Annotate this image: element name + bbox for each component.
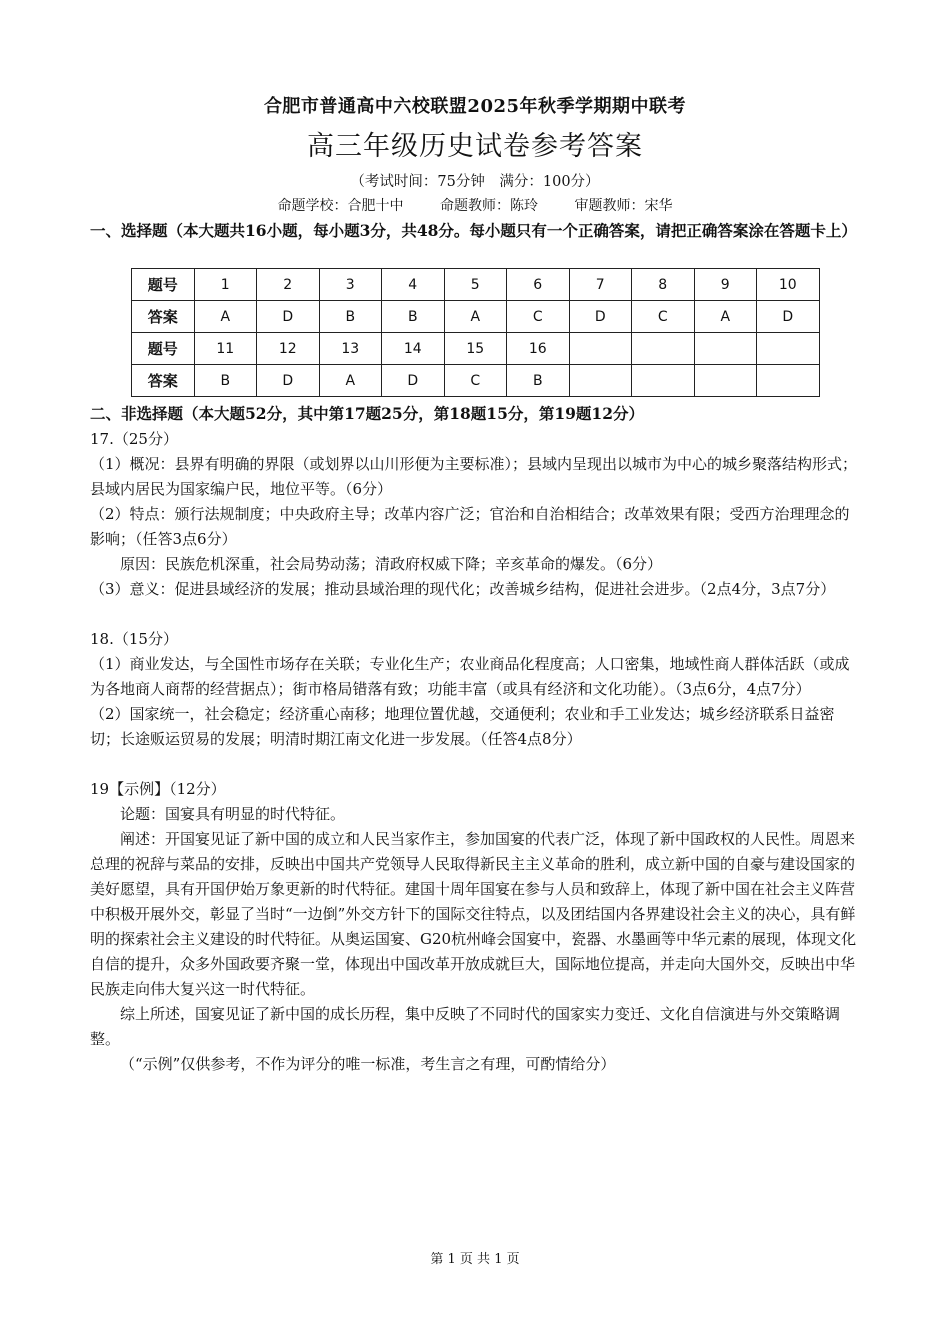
- answer-cell: B: [382, 301, 445, 333]
- setting-teacher: 命题教师：陈玲: [440, 198, 538, 214]
- answer-cell: [757, 365, 820, 397]
- question-no: 2: [257, 269, 320, 301]
- answer-cell: A: [444, 301, 507, 333]
- q18-part1: （1）商业发达，与全国性市场存在关联；专业化生产；农业商品化程度高；人口密集，地域性商人群体活跃（或成为各地商人商帮的经营据点）；街市格局错落有致；功能丰富（或具有经济和文化功能）。（3点6分，4点7分）: [90, 655, 850, 698]
- authors-line: [0, 195, 950, 215]
- question-no: 5: [444, 269, 507, 301]
- answer-cell: D: [569, 301, 632, 333]
- section2-title: 二、非选择题（本大题52分，其中第17题25分，第18题15分，第19题12分）: [90, 404, 644, 423]
- question-no: 6: [507, 269, 570, 301]
- answer-cell: A: [319, 365, 382, 397]
- question-no: [632, 333, 695, 365]
- question-no: 8: [632, 269, 695, 301]
- q17-part1: （1）概况：县界有明确的界限（或划界以山川形便为主要标准）；县域内呈现出以城市为中心的城乡聚落结构形式；县域内居民为国家编户民，地位平等。（6分）: [90, 455, 858, 498]
- question-no: [757, 333, 820, 365]
- section2-content: [90, 427, 862, 1077]
- answer-cell: [632, 365, 695, 397]
- q18-heading: 18.（15分）: [90, 630, 178, 648]
- answer-table: [131, 268, 820, 397]
- question-no: 14: [382, 333, 445, 365]
- table-row-answers-1: [132, 301, 820, 333]
- question-no: 13: [319, 333, 382, 365]
- answer-cell: C: [632, 301, 695, 333]
- q17-heading: 17.（25分）: [90, 430, 178, 448]
- question-no: 9: [694, 269, 757, 301]
- question-no: 7: [569, 269, 632, 301]
- table-row-nums-2: [132, 333, 820, 365]
- q17-part2: （2）特点：颁行法规制度；中央政府主导；改革内容广泛；官治和自治相结合；改革效果有限；受西方治理理念的影响；（任答3点6分）: [90, 505, 850, 548]
- question-no: 3: [319, 269, 382, 301]
- answer-cell: D: [257, 365, 320, 397]
- answer-cell: A: [194, 301, 257, 333]
- answer-cell: B: [319, 301, 382, 333]
- review-teacher: 审题教师：宋华: [574, 198, 673, 214]
- answer-cell: D: [382, 365, 445, 397]
- q19-topic: 论题：国宴具有明显的时代特征。: [120, 805, 346, 823]
- table-row-answers-2: [132, 365, 820, 397]
- label-answer: 答案: [132, 365, 195, 397]
- question-no: 12: [257, 333, 320, 365]
- answer-cell: B: [194, 365, 257, 397]
- q19-summary: 综上所述，国宴见证了新中国的成长历程，集中反映了不同时代的国家实力变迁、文化自信演进与外交策略调整。: [90, 1005, 841, 1048]
- paper-title: 高三年级历史试卷参考答案: [307, 131, 643, 162]
- answer-cell: [694, 365, 757, 397]
- q18-part2: （2）国家统一，社会稳定；经济重心南移；地理位置优越，交通便利；农业和手工业发达；城乡经济联系日益密切；长途贩运贸易的发展；明清时期江南文化进一步发展。（任答4点8分）: [90, 705, 835, 748]
- answer-cell: B: [507, 365, 570, 397]
- question-no: 1: [194, 269, 257, 301]
- answer-cell: D: [757, 301, 820, 333]
- answer-cell: C: [507, 301, 570, 333]
- answer-cell: [569, 365, 632, 397]
- q17-part3: （3）意义：促进县域经济的发展；推动县域治理的现代化；改善城乡结构，促进社会进步。（2点4分，3点7分）: [90, 580, 836, 598]
- setting-school: 命题学校：合肥十中: [277, 198, 404, 214]
- question-no: [694, 333, 757, 365]
- label-question-no: 题号: [132, 333, 195, 365]
- question-no: [569, 333, 632, 365]
- q19-note: （“示例”仅供参考，不作为评分的唯一标准，考生言之有理，可酌情给分）: [120, 1055, 616, 1073]
- exam-union-title: 合肥市普通高中六校联盟2025年秋季学期期中联考: [263, 96, 687, 117]
- page-number: 第 1 页 共 1 页: [430, 1252, 520, 1267]
- q19-body: 阐述：开国宴见证了新中国的成立和人民当家作主，参加国宴的代表广泛，体现了新中国政权的人民性。周恩来总理的祝辞与菜品的安排，反映出中国共产党领导人民取得新民主主义革命的胜利，成立新中国的自豪与建设国家的美好愿望，具有开国伊始万象更新的时代特征。建国十周年国宴在参与人员和致辞上，体现了新中国在社会主义阵营中积极开展外交，彰显了当时“一边倒”外交方针下的国际交往特点，以及团结国内各界建设社会主义的决心，具有鲜明的探索社会主义建设的时代特征。从奥运国宴、G20杭州峰会国宴中，瓷器、水墨画等中华元素的展现，体现文化自信的提升，众多外国政要齐聚一堂，体现出中国改革开放成就巨大，国际地位提高，并走向大国外交，反映出中华民族走向伟大复兴这一时代特征。: [90, 830, 857, 998]
- answer-cell: C: [444, 365, 507, 397]
- answer-cell: D: [257, 301, 320, 333]
- section1-title: 一、选择题（本大题共16小题，每小题3分，共48分。每小题只有一个正确答案，请把正确答案涂在答题卡上）: [90, 221, 857, 240]
- label-answer: 答案: [132, 301, 195, 333]
- table-row-nums-1: [132, 269, 820, 301]
- exam-info: （考试时间：75分钟 满分：100分）: [350, 174, 600, 190]
- question-no: 11: [194, 333, 257, 365]
- q17-part2-reasons: 原因：民族危机深重，社会局势动荡；清政府权威下降；辛亥革命的爆发。（6分）: [120, 555, 663, 573]
- question-no: 10: [757, 269, 820, 301]
- answer-cell: A: [694, 301, 757, 333]
- question-no: 16: [507, 333, 570, 365]
- question-no: 15: [444, 333, 507, 365]
- q19-heading: 19【示例】（12分）: [90, 780, 226, 798]
- question-no: 4: [382, 269, 445, 301]
- label-question-no: 题号: [132, 269, 195, 301]
